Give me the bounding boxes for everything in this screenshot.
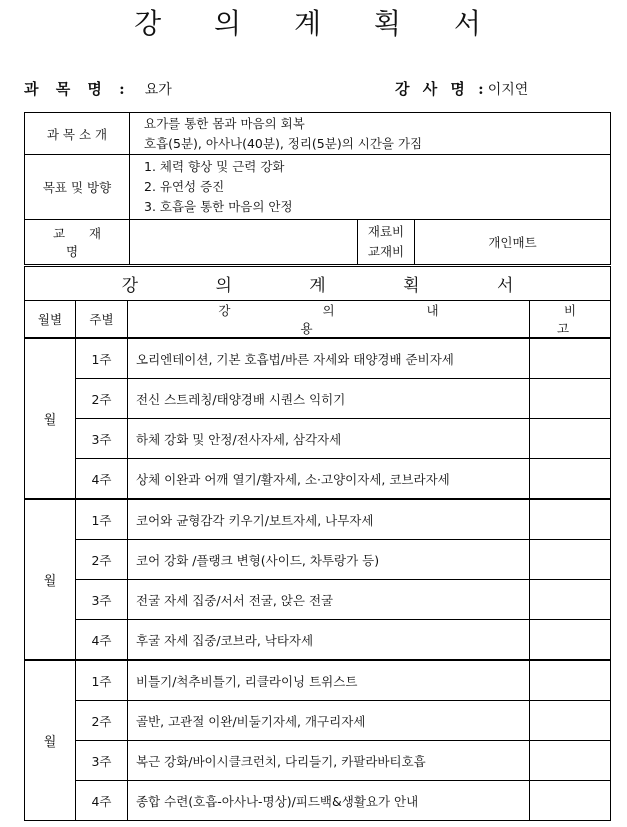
content-cell: 골반, 고관절 이완/비둘기자세, 개구리자세 [128,701,530,741]
lecture-plan-table [24,266,611,821]
week-cell: 3주 [76,580,128,620]
fee-label [358,220,415,265]
note-cell [530,419,611,459]
month-cell: 월 [25,338,76,499]
textbook-label: 교 재 명 [25,220,130,265]
plan-title: 강 의 계 획 서 [25,267,611,301]
content-cell: 상체 이완과 어깨 열기/활자세, 소·고양이자세, 코브라자세 [128,459,530,500]
month-cell: 월 [25,499,76,660]
table-row [25,741,611,781]
document-title: 강 의 계 획 서 [134,7,503,40]
intro-label: 과 목 소 개 [25,113,130,155]
week-cell: 1주 [76,660,128,701]
goal-label: 목표 및 방향 [25,155,130,220]
table-row [25,580,611,620]
week-cell: 1주 [76,499,128,540]
note-cell [530,660,611,701]
note-cell [530,701,611,741]
week-cell: 2주 [76,701,128,741]
instructor-value: 이지연 [487,82,529,98]
instructor-row [395,78,528,99]
note-cell [530,781,611,821]
week-cell: 3주 [76,419,128,459]
content-cell: 종합 수련(호흡-아사나-명상)/피드백&생활요가 안내 [128,781,530,821]
note-cell [530,620,611,661]
intro-content [130,113,611,155]
month-column-header: 월별 [25,301,76,339]
goal-content [130,155,611,220]
content-cell: 오리엔테이션, 기본 호흡법/바른 자세와 태양경배 준비자세 [128,338,530,379]
goal-line: 1. 체력 향상 및 근력 강화 [144,159,285,174]
note-cell [530,741,611,781]
week-cell: 1주 [76,338,128,379]
content-cell: 하체 강화 및 안정/전사자세, 삼각자세 [128,419,530,459]
course-name-label: 과 목 명 : [24,80,131,98]
course-info-table [24,112,611,265]
content-cell: 후굴 자세 집중/코브라, 낙타자세 [128,620,530,661]
table-row [25,419,611,459]
table-row [25,781,611,821]
note-cell [530,540,611,580]
week-cell: 4주 [76,781,128,821]
table-row [25,459,611,500]
content-cell: 코어 강화 /플랭크 변형(사이드, 차투랑가 등) [128,540,530,580]
week-cell: 4주 [76,459,128,500]
note-cell [530,379,611,419]
content-column-header: 강 의 내 용 [128,301,530,339]
month-cell: 월 [25,660,76,821]
goal-line: 3. 호흡을 통한 마음의 안정 [144,199,293,214]
table-row [25,499,611,540]
content-cell: 복근 강화/바이시클크런치, 다리들기, 카팔라바티호흡 [128,741,530,781]
note-cell [530,580,611,620]
goal-line: 2. 유연성 증진 [144,179,225,194]
content-cell: 전굴 자세 집중/서서 전굴, 앉은 전굴 [128,580,530,620]
table-row [25,379,611,419]
instructor-label: 강 사 명 : [395,80,488,98]
content-cell: 전신 스트레칭/태양경배 시퀀스 익히기 [128,379,530,419]
content-cell: 비틀기/척추비틀기, 리클라이닝 트위스트 [128,660,530,701]
material-fee-label: 재료비 [367,224,405,239]
note-column-header: 비 고 [530,301,611,339]
note-cell [530,338,611,379]
course-name-row [24,78,172,99]
week-cell: 2주 [76,379,128,419]
table-row [25,660,611,701]
note-cell [530,459,611,500]
textbook-fee-label: 교재비 [367,244,405,259]
week-cell: 2주 [76,540,128,580]
table-row [25,620,611,661]
week-column-header: 주별 [76,301,128,339]
table-row [25,701,611,741]
note-cell [530,499,611,540]
table-row [25,540,611,580]
week-cell: 4주 [76,620,128,661]
table-row [25,338,611,379]
course-name-value: 요가 [144,82,172,98]
textbook-value [130,220,358,265]
intro-line: 요가를 통한 몸과 마음의 회복 [144,115,305,131]
content-cell: 코어와 균형감각 키우기/보트자세, 나무자세 [128,499,530,540]
week-cell: 3주 [76,741,128,781]
material-value: 개인매트 [415,220,611,265]
intro-line: 호흡(5분), 아사나(40분), 정리(5분)의 시간을 가짐 [144,135,423,151]
